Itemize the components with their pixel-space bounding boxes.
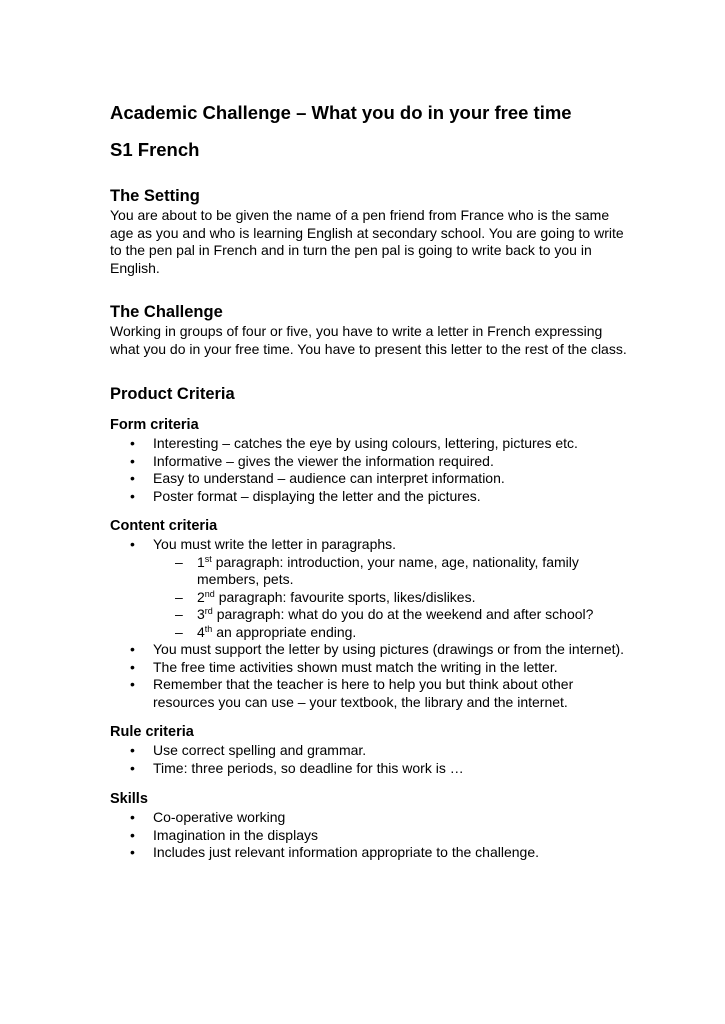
setting-section bbox=[110, 185, 630, 277]
bullet-icon: • bbox=[130, 470, 135, 486]
list-item: • The free time activities shown must match the writing in the letter. bbox=[130, 658, 558, 675]
dash-icon: – bbox=[175, 553, 183, 570]
dash-icon: – bbox=[175, 623, 183, 640]
list-item: • You must support the letter by using pictures (drawings or from the internet). bbox=[130, 641, 625, 657]
page-subtitle: S1 French bbox=[110, 139, 200, 160]
list-item: • You must write the letter in paragraphs. – 1st paragraph: introduction, your name, age, nationality, family members, pets. – 2nd paragraph: favourite sports, likes/dislikes. – 3rd paragraph: what do you do at the weekend and after school? – 4th an appropriate ending. bbox=[110, 536, 630, 641]
list-item: • Remember that the teacher is here to help you but think about other resources you can use – your textbook, the library and the internet. bbox=[130, 676, 574, 710]
dash-icon: – bbox=[175, 588, 183, 605]
bullet-icon: • bbox=[130, 676, 135, 692]
bullet-icon: • bbox=[130, 844, 135, 860]
list-item: • Includes just relevant information appropriate to the challenge. bbox=[130, 844, 540, 860]
bullet-icon: • bbox=[130, 759, 135, 776]
setting-text: You are about to be given the name of a pen friend from France who is the same age as you and who is learning English at secondary school. You are going to write to the pen pal in French and in turn the pen pal is going to write back to you in English. bbox=[110, 207, 624, 276]
form-criteria-heading: Form criteria bbox=[110, 417, 199, 433]
product-criteria-section bbox=[110, 383, 630, 862]
sublist-item: – 1st paragraph: introduction, your name, age, nationality, family members, pets. bbox=[175, 553, 579, 587]
rule-criteria-list bbox=[110, 742, 630, 777]
bullet-icon: • bbox=[130, 809, 135, 825]
challenge-section bbox=[110, 301, 630, 358]
list-item: • Use correct spelling and grammar. bbox=[130, 742, 367, 758]
paragraph-sublist bbox=[153, 554, 630, 642]
setting-heading: The Setting bbox=[110, 187, 200, 205]
list-item: • Co-operative working bbox=[130, 809, 286, 825]
bullet-icon: • bbox=[130, 742, 135, 758]
content-criteria-list bbox=[110, 536, 630, 711]
bullet-icon: • bbox=[130, 658, 135, 675]
sublist-item: – 2nd paragraph: favourite sports, likes/dislikes. bbox=[175, 588, 476, 605]
bullet-icon: • bbox=[130, 826, 135, 843]
document-page bbox=[110, 100, 630, 862]
list-item: • Informative – gives the viewer the information required. bbox=[130, 452, 494, 469]
bullet-icon: • bbox=[130, 536, 135, 552]
content-criteria-heading: Content criteria bbox=[110, 518, 218, 534]
list-item: • Interesting – catches the eye by using colours, lettering, pictures etc. bbox=[130, 435, 578, 451]
rule-criteria-heading: Rule criteria bbox=[110, 724, 194, 740]
page-title: Academic Challenge – What you do in your free time bbox=[110, 102, 572, 123]
bullet-icon: • bbox=[130, 452, 135, 469]
skills-heading: Skills bbox=[110, 791, 148, 807]
list-item: • Easy to understand – audience can interpret information. bbox=[130, 470, 505, 486]
sublist-item: – 4th an appropriate ending. bbox=[175, 623, 357, 640]
challenge-heading: The Challenge bbox=[110, 303, 223, 321]
form-criteria-list bbox=[110, 435, 630, 505]
product-criteria-heading: Product Criteria bbox=[110, 385, 235, 403]
list-item: • Imagination in the displays bbox=[130, 826, 318, 843]
bullet-icon: • bbox=[130, 487, 135, 504]
sublist-item: – 3rd paragraph: what do you do at the weekend and after school? bbox=[175, 606, 594, 622]
dash-icon: – bbox=[175, 606, 183, 622]
challenge-text: Working in groups of four or five, you have to write a letter in French expressing what you do in your free time. You have to present this letter to the rest of the class. bbox=[110, 323, 627, 357]
list-item: • Poster format – displaying the letter and the pictures. bbox=[130, 487, 481, 504]
bullet-icon: • bbox=[130, 435, 135, 451]
bullet-icon: • bbox=[130, 641, 135, 657]
skills-list bbox=[110, 809, 630, 862]
list-item: • Time: three periods, so deadline for this work is … bbox=[130, 759, 464, 776]
